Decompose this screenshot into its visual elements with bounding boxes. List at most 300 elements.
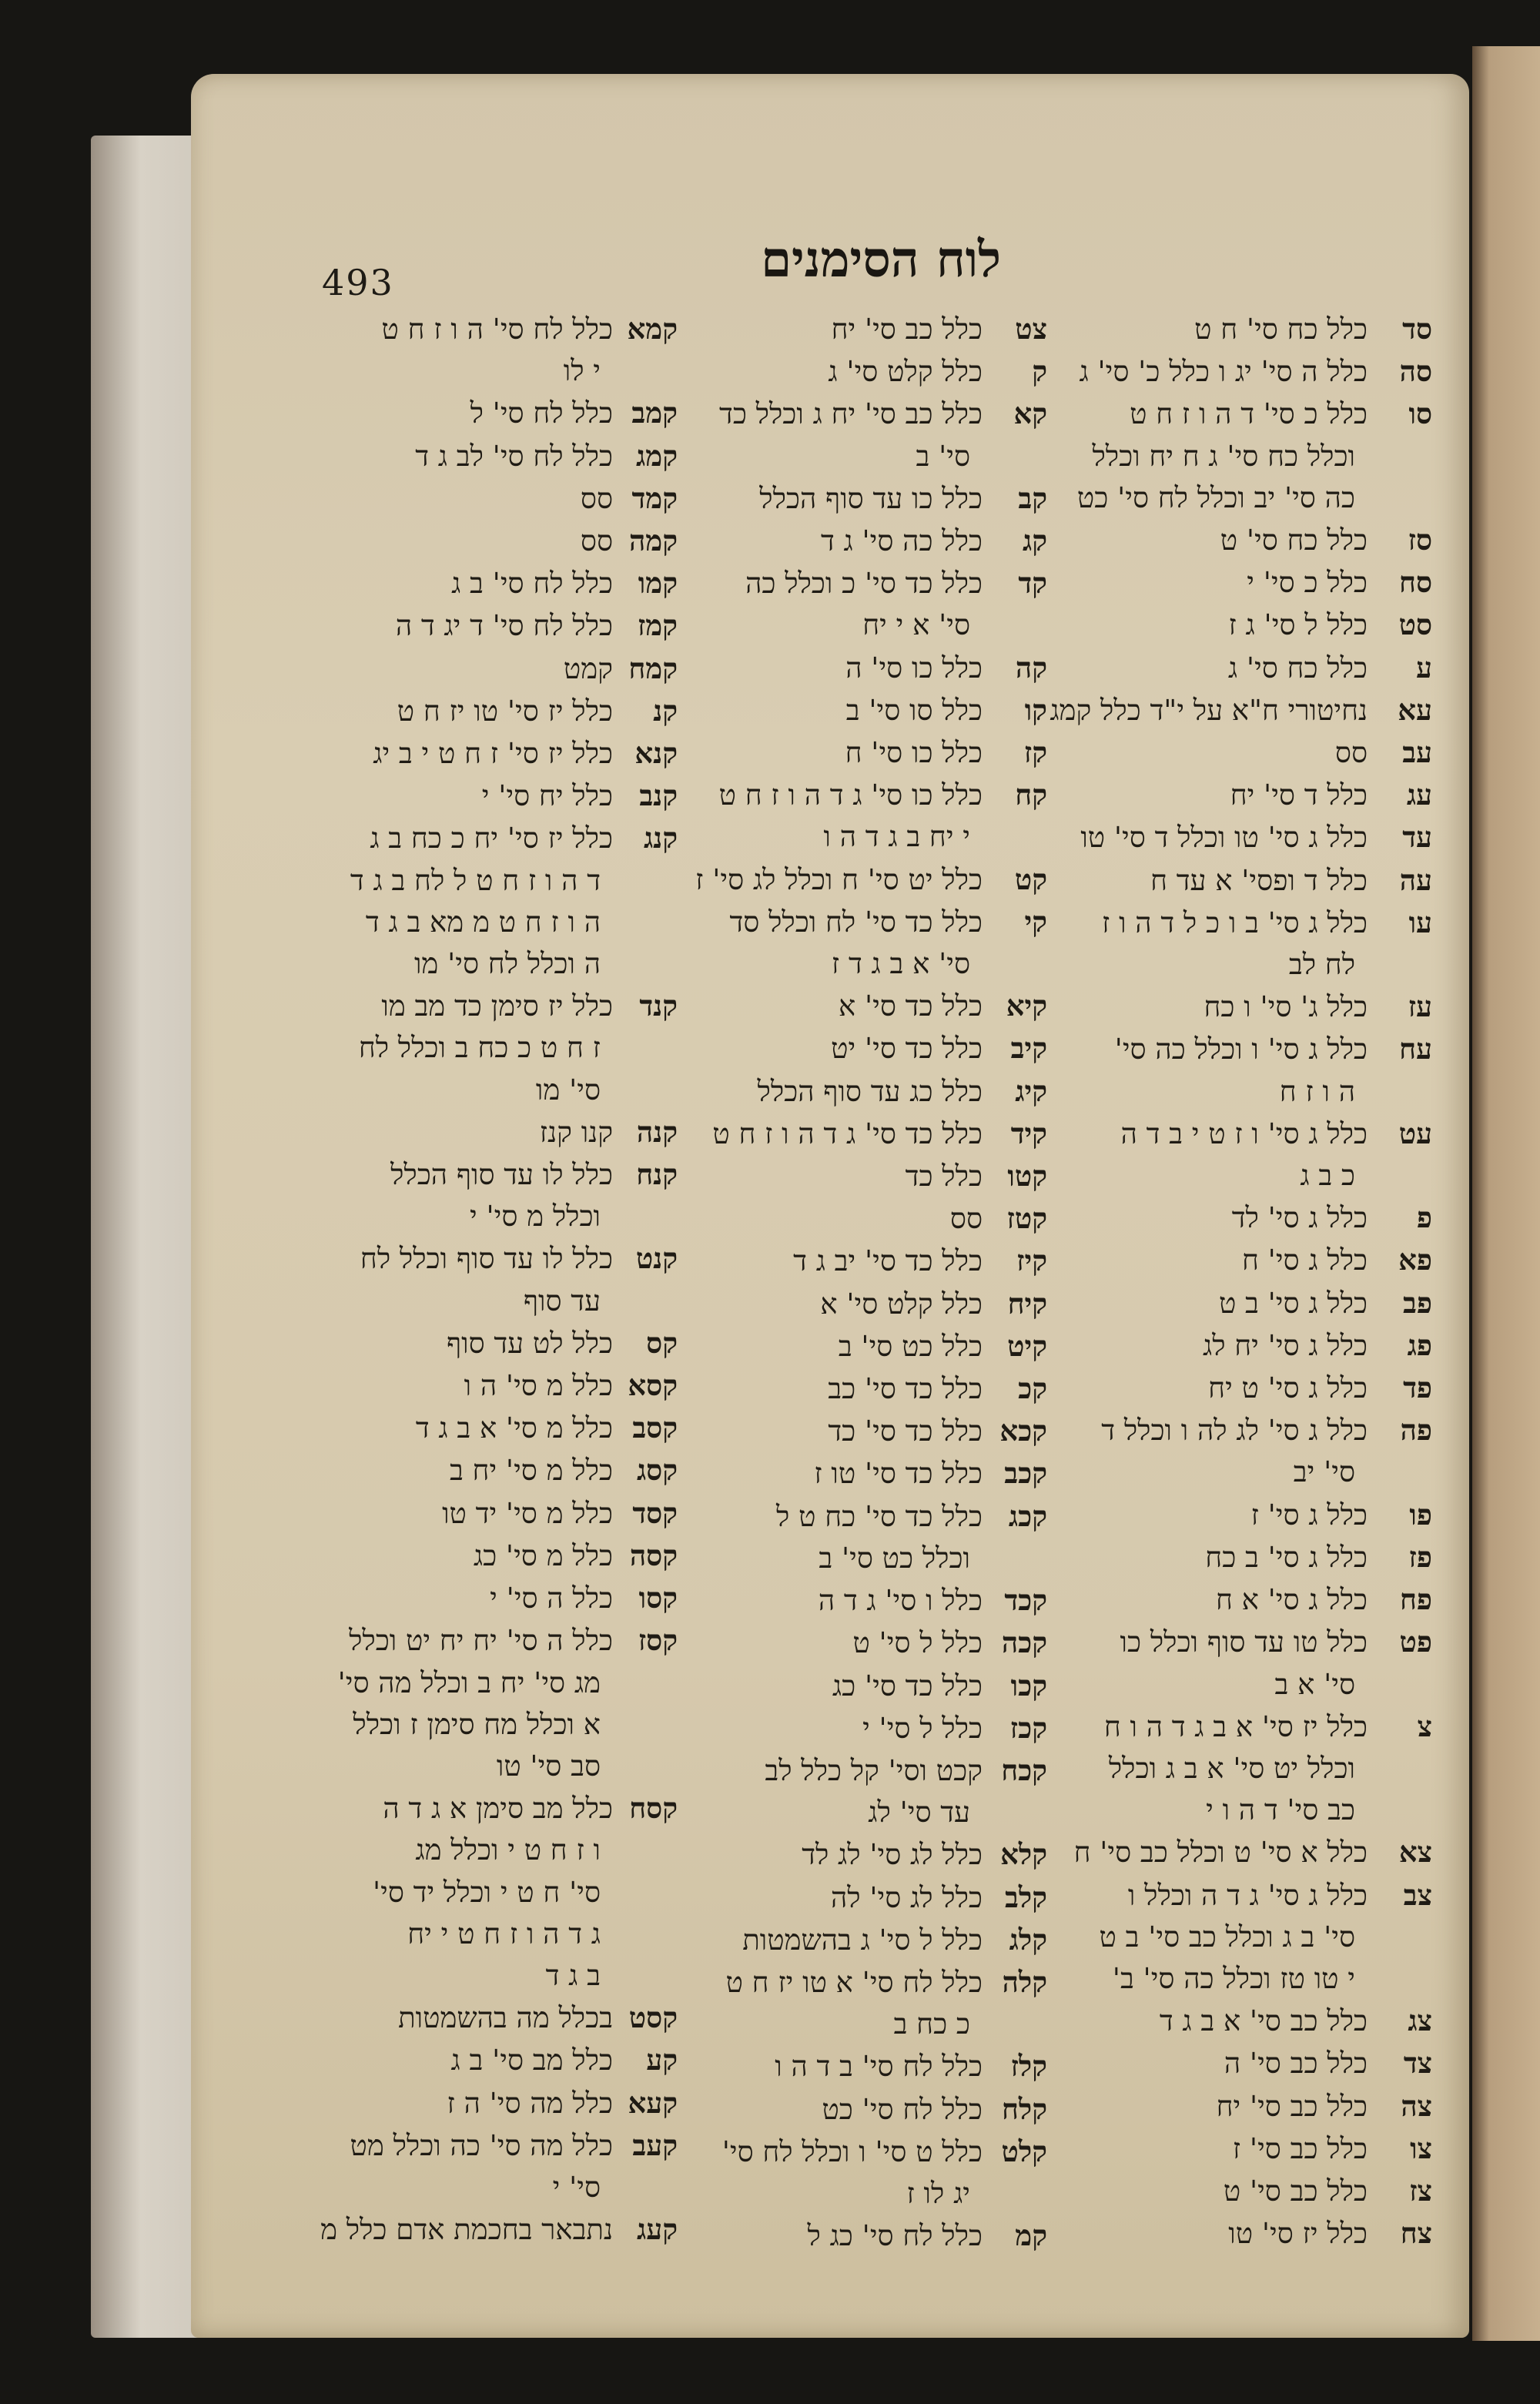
entry-reference: כלל יז סימן כד מב מו [381,989,613,1023]
index-entry [308,1830,678,1871]
entry-reference: כלל כו עד סוף הכלל [759,481,983,515]
index-entry [1047,2085,1432,2128]
entry-reference: כלל מ סי' כג [473,1538,613,1572]
index-entry [678,816,1047,858]
entry-number: קנב [639,778,678,813]
index-column-middle [678,308,1047,2257]
index-entry [1047,1536,1432,1579]
index-entry [678,859,1047,901]
entry-reference: כלל ג סי' לג לה ו וכלל ד [1101,1414,1368,1448]
index-entry [678,436,1047,477]
index-entry [308,1449,678,1492]
entry-reference: עד סוף [523,1284,601,1318]
entry-reference: כלל כב סי' א ב ג ד [1159,2004,1368,2038]
index-entry [678,1833,1047,1876]
index-entry [678,1027,1047,1070]
entry-number: קמח [628,651,678,685]
entry-number: קיח [1007,1286,1047,1321]
index-entry [308,860,678,902]
entry-reference: כלל מ סי' ה ו [464,1369,613,1403]
entry-reference: סי' ח ט י וכלל יד סי' [372,1875,601,1909]
entry-reference: ד ה ו ז ח ט ל לח ב ג ד [350,863,601,897]
index-entry [308,775,678,817]
entry-reference: כלל כב סי' ט [1223,2174,1368,2208]
index-entry [678,2173,1047,2215]
entry-reference: כה סי' יב וכלל לח סי' כט [1076,480,1355,514]
entry-number: עד [1402,820,1432,855]
entry-reference: קמט [563,651,613,685]
entry-number: קס [646,1325,678,1360]
entry-reference: כלל כח סי' ח ט [1194,313,1368,346]
index-entry [1047,647,1432,689]
index-entry [308,1364,678,1407]
index-entry [678,1877,1047,1919]
entry-reference: כלל ג סי' ב כח [1205,1540,1368,1574]
index-entry [1047,1071,1432,1113]
index-entry [678,1622,1047,1664]
index-entry [308,1662,678,1704]
entry-number: קסא [628,1368,678,1403]
index-entry [678,985,1047,1027]
entry-reference: כלל יז סי' טו [1228,2217,1368,2251]
entry-reference: כלל קלט סי' ג [828,355,983,389]
entry-number: פח [1399,1582,1432,1617]
entry-number: פו [1409,1497,1432,1532]
index-entry [1047,1409,1432,1451]
entry-reference: כלל לח סי' ב ג [451,567,613,601]
index-entry [678,1538,1047,1579]
index-entry [308,1492,678,1535]
entry-number: קע [646,2043,678,2078]
index-entry [308,1196,678,1237]
index-entry [308,1997,678,2039]
entry-number: קי [1024,904,1047,939]
entry-number: קלז [1010,2049,1047,2084]
index-entry [678,689,1047,732]
entry-reference: י יח ב ג ד ה ו [823,820,970,854]
entry-reference: כלל טו עד סוף וכלל כו [1120,1626,1368,1659]
book-cover-right [1472,46,1540,2341]
entry-reference: כלל כ סי' ד ה ו ז ח ט [1130,397,1368,431]
index-entry [1047,561,1432,604]
entry-reference: כלל ה סי' יג ו כלל כ' סי' ג [1079,355,1368,389]
entry-number: קכח [1001,1753,1047,1787]
index-entry [678,1325,1047,1368]
entry-reference: כב סי' ד ה ו י [1206,1793,1355,1827]
index-entry [678,2131,1047,2173]
index-entry [1047,393,1432,435]
index-entry [308,1027,678,1069]
entry-reference: כלל כד סי' כב [828,1372,983,1406]
entry-reference: כלל לו עד סוף הכלל [390,1158,613,1192]
index-entry [678,1155,1047,1197]
index-entry [678,901,1047,943]
entry-reference: כלל ל סי' ט [852,1626,983,1660]
index-entry [308,520,678,562]
entry-number: צה [1401,2088,1432,2123]
entry-number: קכז [1009,1710,1047,1745]
index-entry [678,1113,1047,1155]
index-entry [308,1111,678,1153]
index-entry [308,1407,678,1449]
entry-reference: כלל יז סי' א ב ג ד ה ו ח [1103,1709,1368,1743]
entry-number: קסט [628,2001,678,2035]
entry-reference: כלל יח סי' י [481,779,613,813]
index-column-left [308,308,678,2251]
entry-number: פא [1398,1243,1432,1277]
entry-reference: קנו קנז [539,1115,613,1149]
index-entry [678,943,1047,985]
index-entry [1047,2170,1432,2212]
entry-reference: כלל מה סי' כה וכלל מט [350,2128,613,2162]
entry-number: ק [1032,354,1047,389]
entry-number: סז [1408,523,1432,557]
entry-reference: סס [580,481,613,515]
entry-reference: כלל ט סי' ו וכלל לח סי' [721,2134,983,2168]
entry-reference: כלל ג סי' ו וכלל כה סי' [1114,1033,1368,1066]
entry-reference: כלל כד סי' טו ז [814,1457,983,1491]
entry-number: עא [1398,692,1432,727]
index-entry [678,2004,1047,2045]
entry-reference: כלל כד [905,1160,983,1194]
index-entry [678,562,1047,604]
entry-reference: כלל כג עד סוף הכלל [757,1074,983,1108]
index-entry [1047,1748,1432,1790]
entry-number: צב [1403,1877,1432,1912]
entry-number: קטז [1006,1201,1047,1236]
index-entry [1047,1028,1432,1070]
index-entry [308,1619,678,1662]
entry-number: עז [1408,989,1432,1024]
index-entry [1047,902,1432,944]
entry-reference: כלל לח סי' ל [470,397,613,430]
entry-number: קסו [638,1581,678,1616]
entry-reference: לח לב [1288,948,1355,982]
index-entry [678,1792,1047,1833]
entry-reference: כלל לח סי' לב ג ד [415,439,613,473]
entry-number: קנט [635,1241,678,1276]
entry-number: קג [1022,524,1047,558]
entry-reference: כלל ג סי' ט יח [1208,1371,1368,1405]
entry-number: קעב [632,2128,678,2162]
entry-reference: כלל כד סי' לח וכלל סד [729,905,983,939]
entry-reference: כלל לח סי' א טו יז ח ט [725,1965,983,1999]
index-entry [678,1368,1047,1410]
index-entry [1047,1831,1432,1873]
entry-reference: כלל סו סי' ב [845,693,983,727]
entry-reference: כלל ג סי' ז [1250,1498,1368,1532]
entry-reference: ג ד ה ו ז ח ט י יח [407,1917,601,1950]
index-entry [308,902,678,943]
entry-reference: כלל ג סי' ג ד ה וכלל ו [1127,1878,1368,1912]
entry-reference: כלל לח סי' ה ו ז ח ט [381,313,613,346]
entry-reference: י לו [563,354,601,388]
index-entry [678,520,1047,562]
entry-reference: כלל ג סי' ב ט [1218,1286,1368,1320]
entry-number: פה [1400,1413,1432,1448]
entry-reference: ה ו ז ח ט מ מא ב ג ד [365,905,601,939]
entry-reference: סי' ב [916,439,970,473]
index-entry [678,1452,1047,1495]
index-entry [308,648,678,690]
index-entry [678,1495,1047,1538]
index-entry [308,1577,678,1619]
entry-reference: נתבאר בחכמת אדם כלל מ [320,2213,613,2247]
entry-reference: כלל ל סי' ג ז [1228,608,1368,642]
entry-number: קכב [1004,1456,1047,1491]
index-entry [678,1070,1047,1113]
index-entry [678,1749,1047,1792]
entry-reference: סב סי' טו [496,1749,601,1783]
entry-reference: כלל מ סי' יח ב [449,1454,613,1488]
index-entry [308,817,678,859]
index-entry [308,562,678,604]
entry-reference: כלל כד סי' יט [831,1032,983,1066]
entry-number: פג [1407,1328,1432,1362]
entry-reference: יג לו ז [906,2176,970,2210]
entry-reference: כלל ד סי' יח [1230,778,1368,812]
index-entry [1047,1958,1432,2000]
index-entry [1047,2042,1432,2084]
entry-number: קסח [629,1791,678,1826]
entry-number: עו [1408,905,1432,939]
entry-reference: כלל כו סי' ג ד ה ו ז ח ט [718,778,983,812]
entry-reference: סי' א י יח [862,608,970,642]
entry-number: קד [1018,566,1047,601]
index-entry [1047,1790,1432,1831]
index-entry [308,690,678,732]
entry-number: צו [1410,2131,1432,2165]
entry-reference: כלל לח סי' כג ל [807,2219,983,2253]
entry-number: סט [1398,608,1432,642]
entry-reference: כלל לו עד סוף וכלל לח [360,1242,613,1276]
index-entry [1047,2000,1432,2042]
entry-reference: כלל כו סי' ח [845,736,983,770]
entry-reference: כלל כה סי' ג ד [820,524,983,558]
entry-number: עח [1399,1032,1432,1066]
index-entry [308,2167,678,2208]
entry-reference: כלל ג סי' ח [1241,1244,1368,1277]
index-entry [308,2208,678,2251]
entry-reference: כלל ג סי' ו ז ט י ב ד ה [1120,1117,1368,1150]
index-entry [678,1240,1047,1282]
index-entry [1047,1579,1432,1621]
index-entry [308,1872,678,1913]
index-entry [1047,519,1432,561]
entry-reference: כ ב ג [1300,1159,1355,1193]
entry-reference: כ כח ב [893,2007,970,2041]
entry-reference: כלל ה סי' יח יח יט וכלל [349,1624,613,1658]
index-entry [308,1955,678,1997]
index-entry [1047,1917,1432,1958]
entry-number: עג [1406,778,1432,812]
entry-number: קכא [999,1414,1047,1448]
index-entry [1047,477,1432,519]
index-entry [1047,944,1432,986]
entry-reference: כלל מ סי' יד טו [442,1496,613,1530]
index-entry [1047,1239,1432,1281]
entry-reference: כלל לח סי' ב ד ה ו [775,2050,983,2084]
index-entry [1047,1197,1432,1239]
entry-reference: סי' א ב ג ד ז [831,947,970,981]
entry-number: קו [1024,692,1047,727]
entry-reference: כלל כב סי' יח [831,313,983,346]
entry-number: קמו [638,566,678,601]
entry-reference: כלל מב סימן א ג ד ה [383,1792,613,1826]
entry-number: קסד [632,1495,678,1530]
entry-reference: ז ח ט כ כח ב וכלל לח [358,1031,601,1065]
entry-reference: כלל כד סי' יב ג ד [793,1244,983,1278]
index-entry [308,732,678,775]
entry-reference: י טו טז וכלל כה סי' ב' [1112,1961,1355,1995]
entry-number: קיד [1010,1116,1047,1150]
entry-reference: כלל ו סי' ג ד ה [818,1584,983,1618]
index-entry [678,1197,1047,1240]
entry-number: פד [1403,1371,1432,1405]
index-entry [308,1281,678,1322]
index-entry [678,1665,1047,1707]
index-entry [308,1704,678,1746]
entry-reference: סי' ב ג וכלל כב סי' ב ט [1099,1920,1355,1954]
entry-reference: א וכלל מח סימן ז וכלל [353,1707,601,1741]
entry-number: קיב [1010,1031,1047,1066]
entry-number: עה [1399,862,1432,897]
index-entry [1047,859,1432,902]
entry-number: קיא [1006,989,1047,1023]
index-entry [678,647,1047,689]
entry-number: קכד [1004,1583,1047,1618]
entry-reference: וכלל כט סי' ב [819,1541,970,1575]
index-entry [1047,986,1432,1028]
index-entry [678,350,1047,393]
index-entry [308,943,678,985]
entry-number: צא [1398,1835,1432,1870]
entry-reference: כלל כד סי' ג ד ה ו ז ח ט [712,1117,983,1150]
index-entry [1047,1664,1432,1706]
entry-number: קנג [643,821,678,855]
entry-number: קה [1015,650,1047,685]
entry-reference: ה ו ז ח [1279,1074,1355,1108]
entry-reference: סס [1334,736,1368,770]
entry-number: קיז [1016,1244,1047,1278]
index-entry [678,393,1047,435]
entry-reference: כלל יז סי' ז ח ט י ב יג [373,737,613,771]
index-entry [1047,732,1432,774]
index-entry [678,477,1047,520]
page-title: לוח הסימנים [761,231,1001,289]
index-entry [1047,436,1432,477]
index-entry [1047,1155,1432,1197]
entry-number: קלט [1001,2134,1047,2168]
entry-number: פט [1399,1625,1432,1659]
index-entry [308,985,678,1027]
entry-number: קמב [631,396,678,430]
entry-reference: כלל כד סי' כ וכלל כה [745,567,983,601]
entry-number: קנ [653,693,678,728]
index-entry [678,2215,1047,2257]
entry-reference: כלל לג סי' לה [830,1880,983,1914]
entry-reference: כלל כב סי' יח ג וכלל כד [719,397,983,431]
index-entry [308,308,678,350]
index-entry [1047,1874,1432,1917]
index-entry [1047,1451,1432,1493]
entry-number: קנא [634,736,678,771]
entry-number: קסג [636,1453,678,1488]
entry-reference: ה וכלל לח סי' מו [413,947,601,981]
index-entry [678,1919,1047,1961]
entry-reference: כלל לג סי' לג לד [802,1838,983,1872]
entry-reference: כלל א סי' ט וכלל כב סי' ח [1073,1836,1368,1870]
index-entry [308,1070,678,1111]
index-entry [308,435,678,477]
entry-number: קמג [636,438,678,473]
entry-reference: כלל כד סי' א [839,989,983,1023]
entry-number: קב [1018,480,1047,515]
index-entry [1047,1706,1432,1748]
index-entry [678,1283,1047,1325]
index-entry [1047,308,1432,350]
index-entry [678,308,1047,350]
entry-number: פ [1416,1200,1432,1235]
index-entry [678,604,1047,646]
entry-reference: כלל כב סי' ז [1232,2131,1368,2165]
index-entry [308,392,678,434]
index-entry [1047,1282,1432,1324]
entry-reference: כלל כט סי' ב [838,1329,983,1363]
entry-reference: סי' מו [535,1073,601,1107]
entry-reference: סי' י [552,2170,601,2204]
index-entry [678,2088,1047,2131]
entry-number: קכ [1018,1371,1047,1406]
entry-reference: כלל מה סי' ה ז [447,2086,613,2120]
entry-number: צז [1409,2173,1432,2208]
index-entry [308,2039,678,2081]
index-entry [678,1961,1047,2004]
entry-number: קמא [627,312,678,346]
index-entry [678,2045,1047,2088]
entry-number: קנה [636,1114,678,1149]
entry-number: פז [1408,1539,1432,1574]
index-entry [678,1707,1047,1749]
index-entry [308,1913,678,1955]
entry-number: קכג [1008,1498,1047,1533]
entry-reference: כלל כב סי' יח [1216,2089,1368,2123]
entry-number: קעג [637,2212,678,2247]
index-entry [1047,774,1432,816]
entry-number: סו [1408,397,1432,431]
entry-reference: קכט וסי' קל כלל לב [765,1753,983,1787]
entry-number: סד [1402,312,1432,346]
index-entry [308,1535,678,1577]
index-entry [1047,350,1432,393]
entry-reference: כלל ג סי' א ח [1216,1583,1368,1617]
entry-reference: כלל כד סי' כג [832,1669,983,1703]
index-entry [308,1153,678,1196]
entry-reference: סי' יב [1293,1455,1355,1489]
entry-reference: כלל כד סי' כד [828,1415,983,1448]
entry-reference: כלל לח סי' ד יג ד ה [395,609,613,643]
index-entry [1047,1621,1432,1663]
entry-reference: מג סי' יח ב וכלל מה סי' [337,1666,601,1699]
index-entry [678,1410,1047,1452]
index-column-right [1047,308,1432,2255]
entry-reference: כלל ל סי' י [862,1711,983,1745]
entry-reference: כלל מ סי' א ב ג ד [415,1411,613,1445]
entry-reference: כלל יז סי' טו יז ח ט [397,694,613,728]
entry-reference: כלל ג סי' ב ו כ ל ד ה ו ז [1102,906,1368,939]
index-entry [1047,816,1432,859]
entry-reference: כלל ג סי' טו וכלל ד סי' טו [1080,821,1368,855]
